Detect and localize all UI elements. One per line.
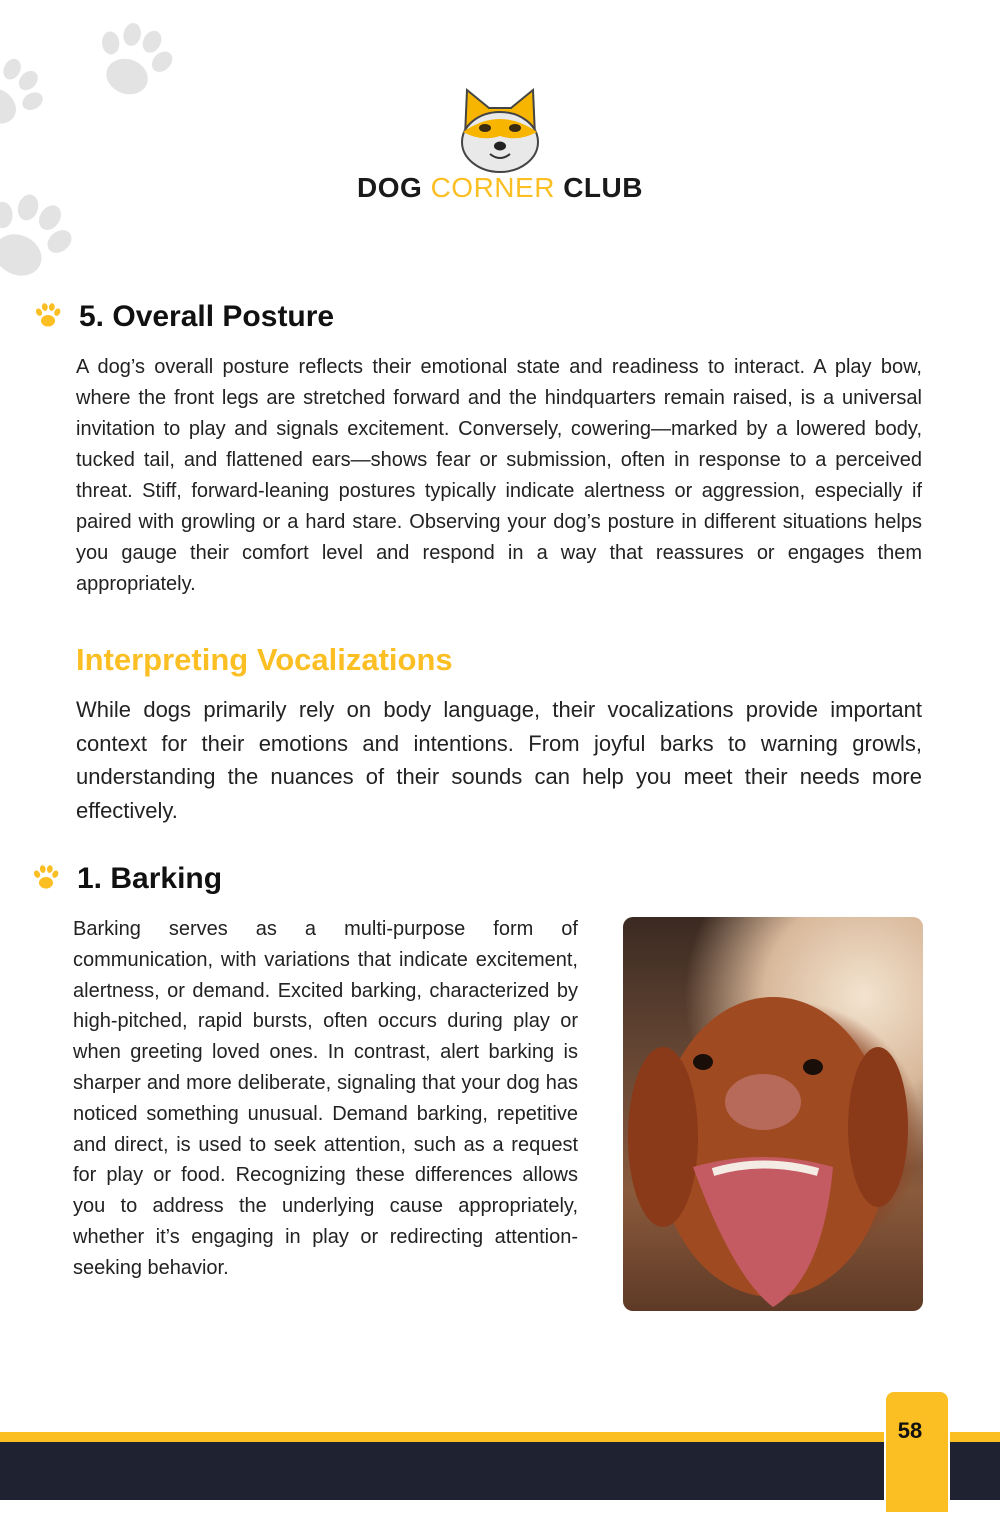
footer-accent-line (0, 1432, 1000, 1442)
paw-icon (32, 300, 64, 332)
barking-paragraph: Barking serves as a multi-purpose form of communication, with variations that indicate excitement, alertness, or demand. Excited barking, characterized by high-pitched, rapid bursts, often occurs during play or when greeting loved ones. In contrast, alert barking is sharper and more deliberate, signaling that your dog has noticed something unusual. Demand barking, repetitive and direct, is used to seek attention, such as a request for play or food. Recognizing these differences allows you to address the underlying cause appropriately, whether it’s engaging in play or redirecting attention-seeking behavior. (73, 918, 578, 1279)
section-heading-vocalizations: Interpreting Vocalizations (76, 642, 453, 677)
section-heading-barking: 1. Barking (77, 862, 223, 895)
page-number: 58 (897, 1418, 923, 1443)
vocalizations-paragraph: While dogs primarily rely on body language, their vocalizations provide important context for their emotions and intentions. From joyful barks to warning growls, understanding the nuances of their sounds can help you meet their needs more effectively. (76, 697, 922, 823)
footer-bar (0, 1442, 1000, 1500)
dog-face-illustration (623, 917, 923, 1311)
posture-paragraph: A dog’s overall posture reflects their emotional state and readiness to interact. A play bow, where the front legs are stretched forward and the hindquarters remain raised, is a universal invitation to play and signals excitement. Conversely, cowering—marked by a lowered body, tucked tail, and flattened ears—shows fear or submission, often in response to a perceived threat. Stiff, forward-leaning postures typically indicate alertness or aggression, especially if paired with growling or a hard stare. Observing your dog’s posture in different situations helps you gauge their comfort level and respond in a way that reassures or engages them appropriately. (76, 356, 922, 595)
paw-icon (30, 862, 62, 894)
brand-logo (0, 86, 1000, 179)
shiba-logo-icon (457, 86, 543, 174)
page-number-tab (884, 1390, 950, 1514)
dog-photo (623, 917, 923, 1311)
section-heading-posture: 5. Overall Posture (79, 300, 335, 333)
brand-wordmark: DOG CORNER CLUB (357, 172, 643, 203)
